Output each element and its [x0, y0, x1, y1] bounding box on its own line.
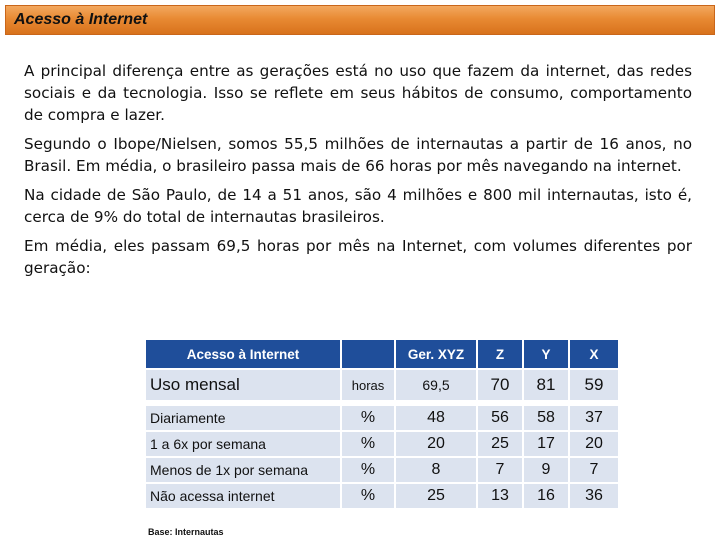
- row-value-ger-xyz: 48: [396, 400, 478, 430]
- header-cell-y: Y: [524, 340, 570, 368]
- row-label: Diariamente: [146, 400, 342, 430]
- paragraph-1: A principal diferença entre as gerações está no uso que fazem da internet, das redes sociais e da tecnologia. Isso se reflete em seus hábitos de consumo, comportamento de compra e lazer.: [24, 62, 692, 124]
- row-label: 1 a 6x por semana: [146, 430, 342, 456]
- row-value-x: 36: [570, 482, 618, 508]
- row-label: Menos de 1x por semana: [146, 456, 342, 482]
- paragraph-4: Em média, eles passam 69,5 horas por mês na Internet, com volumes diferentes por geração:: [24, 237, 692, 277]
- row-value-ger-xyz: 69,5: [396, 368, 478, 400]
- header-cell-ger-xyz: Ger. XYZ: [396, 340, 478, 368]
- slide-title: Acesso à Internet: [14, 11, 148, 28]
- table-row: [146, 456, 618, 482]
- row-value-ger-xyz: 25: [396, 482, 478, 508]
- row-value-z: 25: [478, 430, 524, 456]
- row-value-x: 59: [570, 368, 618, 400]
- header-cell-z: Z: [478, 340, 524, 368]
- row-value-ger-xyz: 20: [396, 430, 478, 456]
- row-value-z: 56: [478, 400, 524, 430]
- row-label: Uso mensal: [146, 368, 342, 400]
- table-row: [146, 368, 618, 400]
- header-cell-category: Acesso à Internet: [146, 340, 342, 368]
- paragraph-2: Segundo o Ibope/Nielsen, somos 55,5 milhões de internautas a partir de 16 anos, no Brasil. Em média, o brasileiro passa mais de 66 horas por mês navegando na internet.: [24, 135, 692, 175]
- row-value-z: 7: [478, 456, 524, 482]
- row-value-x: 20: [570, 430, 618, 456]
- table-row: [146, 482, 618, 508]
- internet-usage-table: [146, 340, 618, 508]
- row-unit: %: [342, 430, 396, 456]
- header-cell-x: X: [570, 340, 618, 368]
- paragraph-3: Na cidade de São Paulo, de 14 a 51 anos, são 4 milhões e 800 mil internautas, isto é, cerca de 9% do total de internautas brasileiros.: [24, 186, 692, 226]
- row-value-y: 9: [524, 456, 570, 482]
- header-cell-unit: [342, 340, 396, 368]
- row-value-y: 81: [524, 368, 570, 400]
- row-value-x: 7: [570, 456, 618, 482]
- row-label: Não acessa internet: [146, 482, 342, 508]
- table-row: [146, 430, 618, 456]
- row-value-y: 17: [524, 430, 570, 456]
- row-value-z: 70: [478, 368, 524, 400]
- table-header-row: [146, 340, 618, 368]
- row-value-x: 37: [570, 400, 618, 430]
- row-unit: %: [342, 456, 396, 482]
- row-unit: horas: [342, 368, 396, 400]
- slide-title-bar: [5, 5, 715, 35]
- table-row: [146, 400, 618, 430]
- row-value-y: 16: [524, 482, 570, 508]
- row-value-z: 13: [478, 482, 524, 508]
- row-unit: %: [342, 400, 396, 430]
- row-value-ger-xyz: 8: [396, 456, 478, 482]
- table-source-note: Base: Internautas: [148, 527, 224, 537]
- row-unit: %: [342, 482, 396, 508]
- row-value-y: 58: [524, 400, 570, 430]
- body-text: [24, 60, 692, 286]
